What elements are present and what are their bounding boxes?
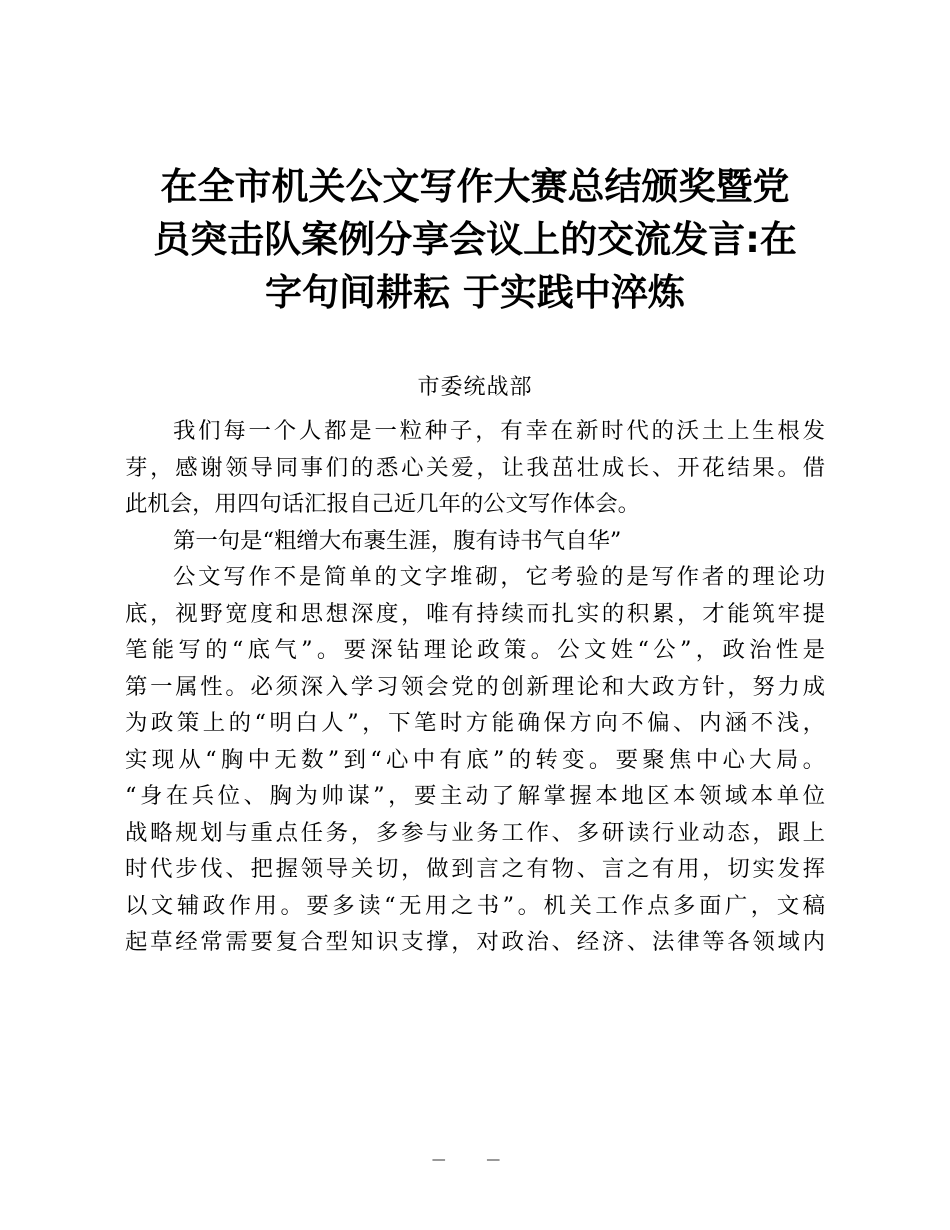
body-line: 笔能写的“底气”。要深钻理论政策。公文姓“公”，政治性是 [125, 637, 825, 663]
body-line: 此机会，用四句话汇报自己近几年的公文写作体会。 [125, 491, 640, 517]
title-line: 在全市机关公文写作大赛总结颁奖暨党 [160, 165, 790, 208]
page-footer: — — [431, 1152, 519, 1168]
body-line: 芽，感谢领导同事们的悉心关爱，让我茁壮成长、开花结果。借 [125, 454, 825, 481]
body-line: 第一属性。必须深入学习领会党的创新理论和大政方针，努力成 [125, 673, 825, 700]
author-department: 市委统战部 [417, 375, 533, 400]
body-line: 以文辅政作用。要多读“无用之书”。机关工作点多面广，文稿 [125, 892, 825, 919]
body-line: “身在兵位、胸为帅谋”，要主动了解掌握本地区本领域本单位 [125, 783, 825, 809]
document-title [120, 160, 830, 319]
body-line: 战略规划与重点任务，多参与业务工作、多研读行业动态，跟上 [125, 819, 825, 846]
section-heading: 第一句是“粗缯大布裹生涯，腹有诗书气自华” [173, 527, 622, 554]
body-line: 起草经常需要复合型知识支撑，对政治、经济、法律等各领域内 [125, 929, 825, 955]
body-line: 底，视野宽度和思想深度，唯有持续而扎实的积累，才能筑牢提 [125, 600, 825, 627]
title-line: 字句间耕耘 于实践中淬炼 [265, 271, 685, 314]
body-line: 实现从“胸中无数”到“心中有底”的转变。要聚焦中心大局。 [125, 746, 825, 773]
body-line: 我们每一个人都是一粒种子，有幸在新时代的沃土上生根发 [173, 418, 825, 444]
body-line: 公文写作不是简单的文字堆砌，它考验的是写作者的理论功 [173, 564, 825, 590]
document-body [125, 413, 825, 961]
title-line: 员突击队案例分享会议上的交流发言:在 [153, 218, 797, 261]
body-line: 时代步伐、把握领导关切，做到言之有物、言之有用，切实发挥 [125, 856, 825, 882]
body-line: 为政策上的“明白人”，下笔时方能确保方向不偏、内涵不浅， [125, 710, 825, 736]
